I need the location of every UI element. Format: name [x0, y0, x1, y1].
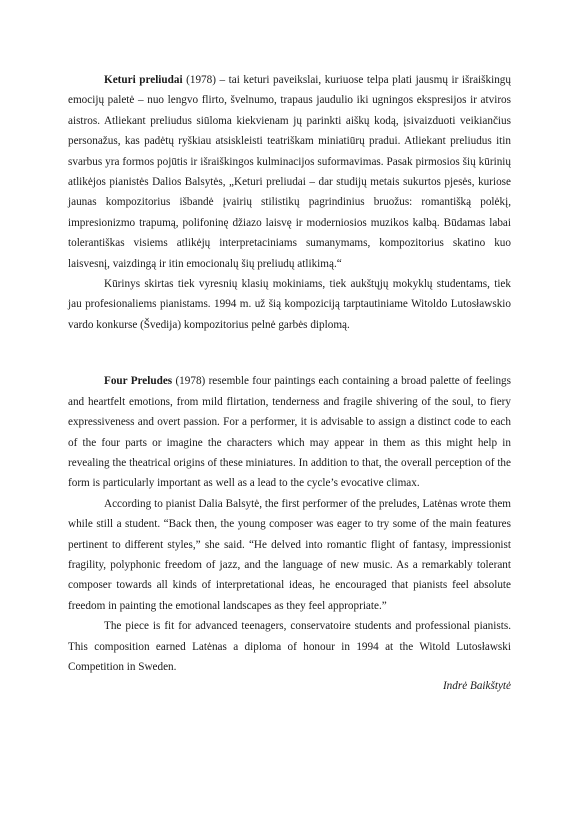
en-paragraph-audience: The piece is fit for advanced teenagers, conservatoire students and professional pianists. This composition earned Latėnas a diploma of honour in 1994 at the Witold Lutosławski Competition in Sweden. [68, 620, 511, 673]
section-divider-space [68, 335, 511, 371]
en-intro-text: (1978) resemble four paintings each containing a broad palette of feelings and heartfelt emotions, from mild flirtation, tenderness and fragile shivering of the soul, to fiery expressiveness and overt passion. For a performer, it is advisable to assign a distinct code to each of the four parts or imagine the characters which may appear in them as this might help in revealing the theatrical origins of these miniatures. In addition to that, the overall perception of the form is particularly important as well as a lead to the cycle’s evocative climax. [68, 375, 511, 490]
en-work-title: Four Preludes [104, 375, 173, 388]
document-page [68, 70, 511, 695]
lt-work-title: Keturi preliudai [104, 74, 183, 86]
en-paragraph-quote: According to pianist Dalia Balsytė, the first performer of the preludes, Latėnas wrote them while still a student. “Back then, the young composer was eager to try some of the main features pertinent to different styles,” she said. “He delved into romantic flight of fantasy, impressionist fragility, polyphonic freedom of jazz, and the language of new music. As a remarkably tolerant composer towards all kinds of interpretational ideas, he encouraged that pianists feel absolute freedom in painting the emotional landscapes as they feel appropriate.” [68, 497, 511, 612]
lt-paragraph-audience: Kūrinys skirtas tiek vyresnių klasių mokiniams, tiek aukštųjų mokyklų studentams, tiek jau profesionaliems pianistams. 1994 m. už šią kompoziciją tarptautiniame Witoldo Lutosławskio vardo konkurse (Švedija) kompozitorius pelnė garbės diplomą. [68, 278, 511, 331]
lt-paragraph-intro [68, 70, 511, 274]
lt-intro-text: (1978) – tai keturi paveikslai, kuriuose telpa plati jausmų ir išraiškingų emocijų paletė – nuo lengvo flirto, švelnumo, trapaus jaudulio iki ugningos ekspresijos ir atviros aistros. Atliekant preliudus siūloma kiekvienam jų parinkti aiškų kodą, įsivaizduoti veikiančius personažus, kas padėtų ryškiau atsiskleisti teatriškam miniatiūrų pradui. Atliekant preliudus itin svarbus yra formos pojūtis ir išraiškingos kulminacijos suformavimas. Pasak pirmosios šių kūrinių atlikėjos pianistės Dalios Balsytės, „Keturi preliudai – dar studijų metais sukurtos pjesės, kuriose jaunas kompozitorius išbandė įvairių stilistikų pagrindinius bruožus: romantišką polėkį, impresionizmo trapumą, polifoninę džiazo laisvę ir moderniosios muzikos kalbą. Būdamas labai tolerantiškas visiems atlikėjų interpretaciniams sumanymams, kompozitorius skatino kuo laisvesnį, vaizdingą ir itin emocionalų šių preliudų atlikimą.“ [68, 74, 511, 270]
author-signature: Indrė Baikštytė [442, 680, 511, 693]
en-paragraph-intro [68, 371, 511, 493]
